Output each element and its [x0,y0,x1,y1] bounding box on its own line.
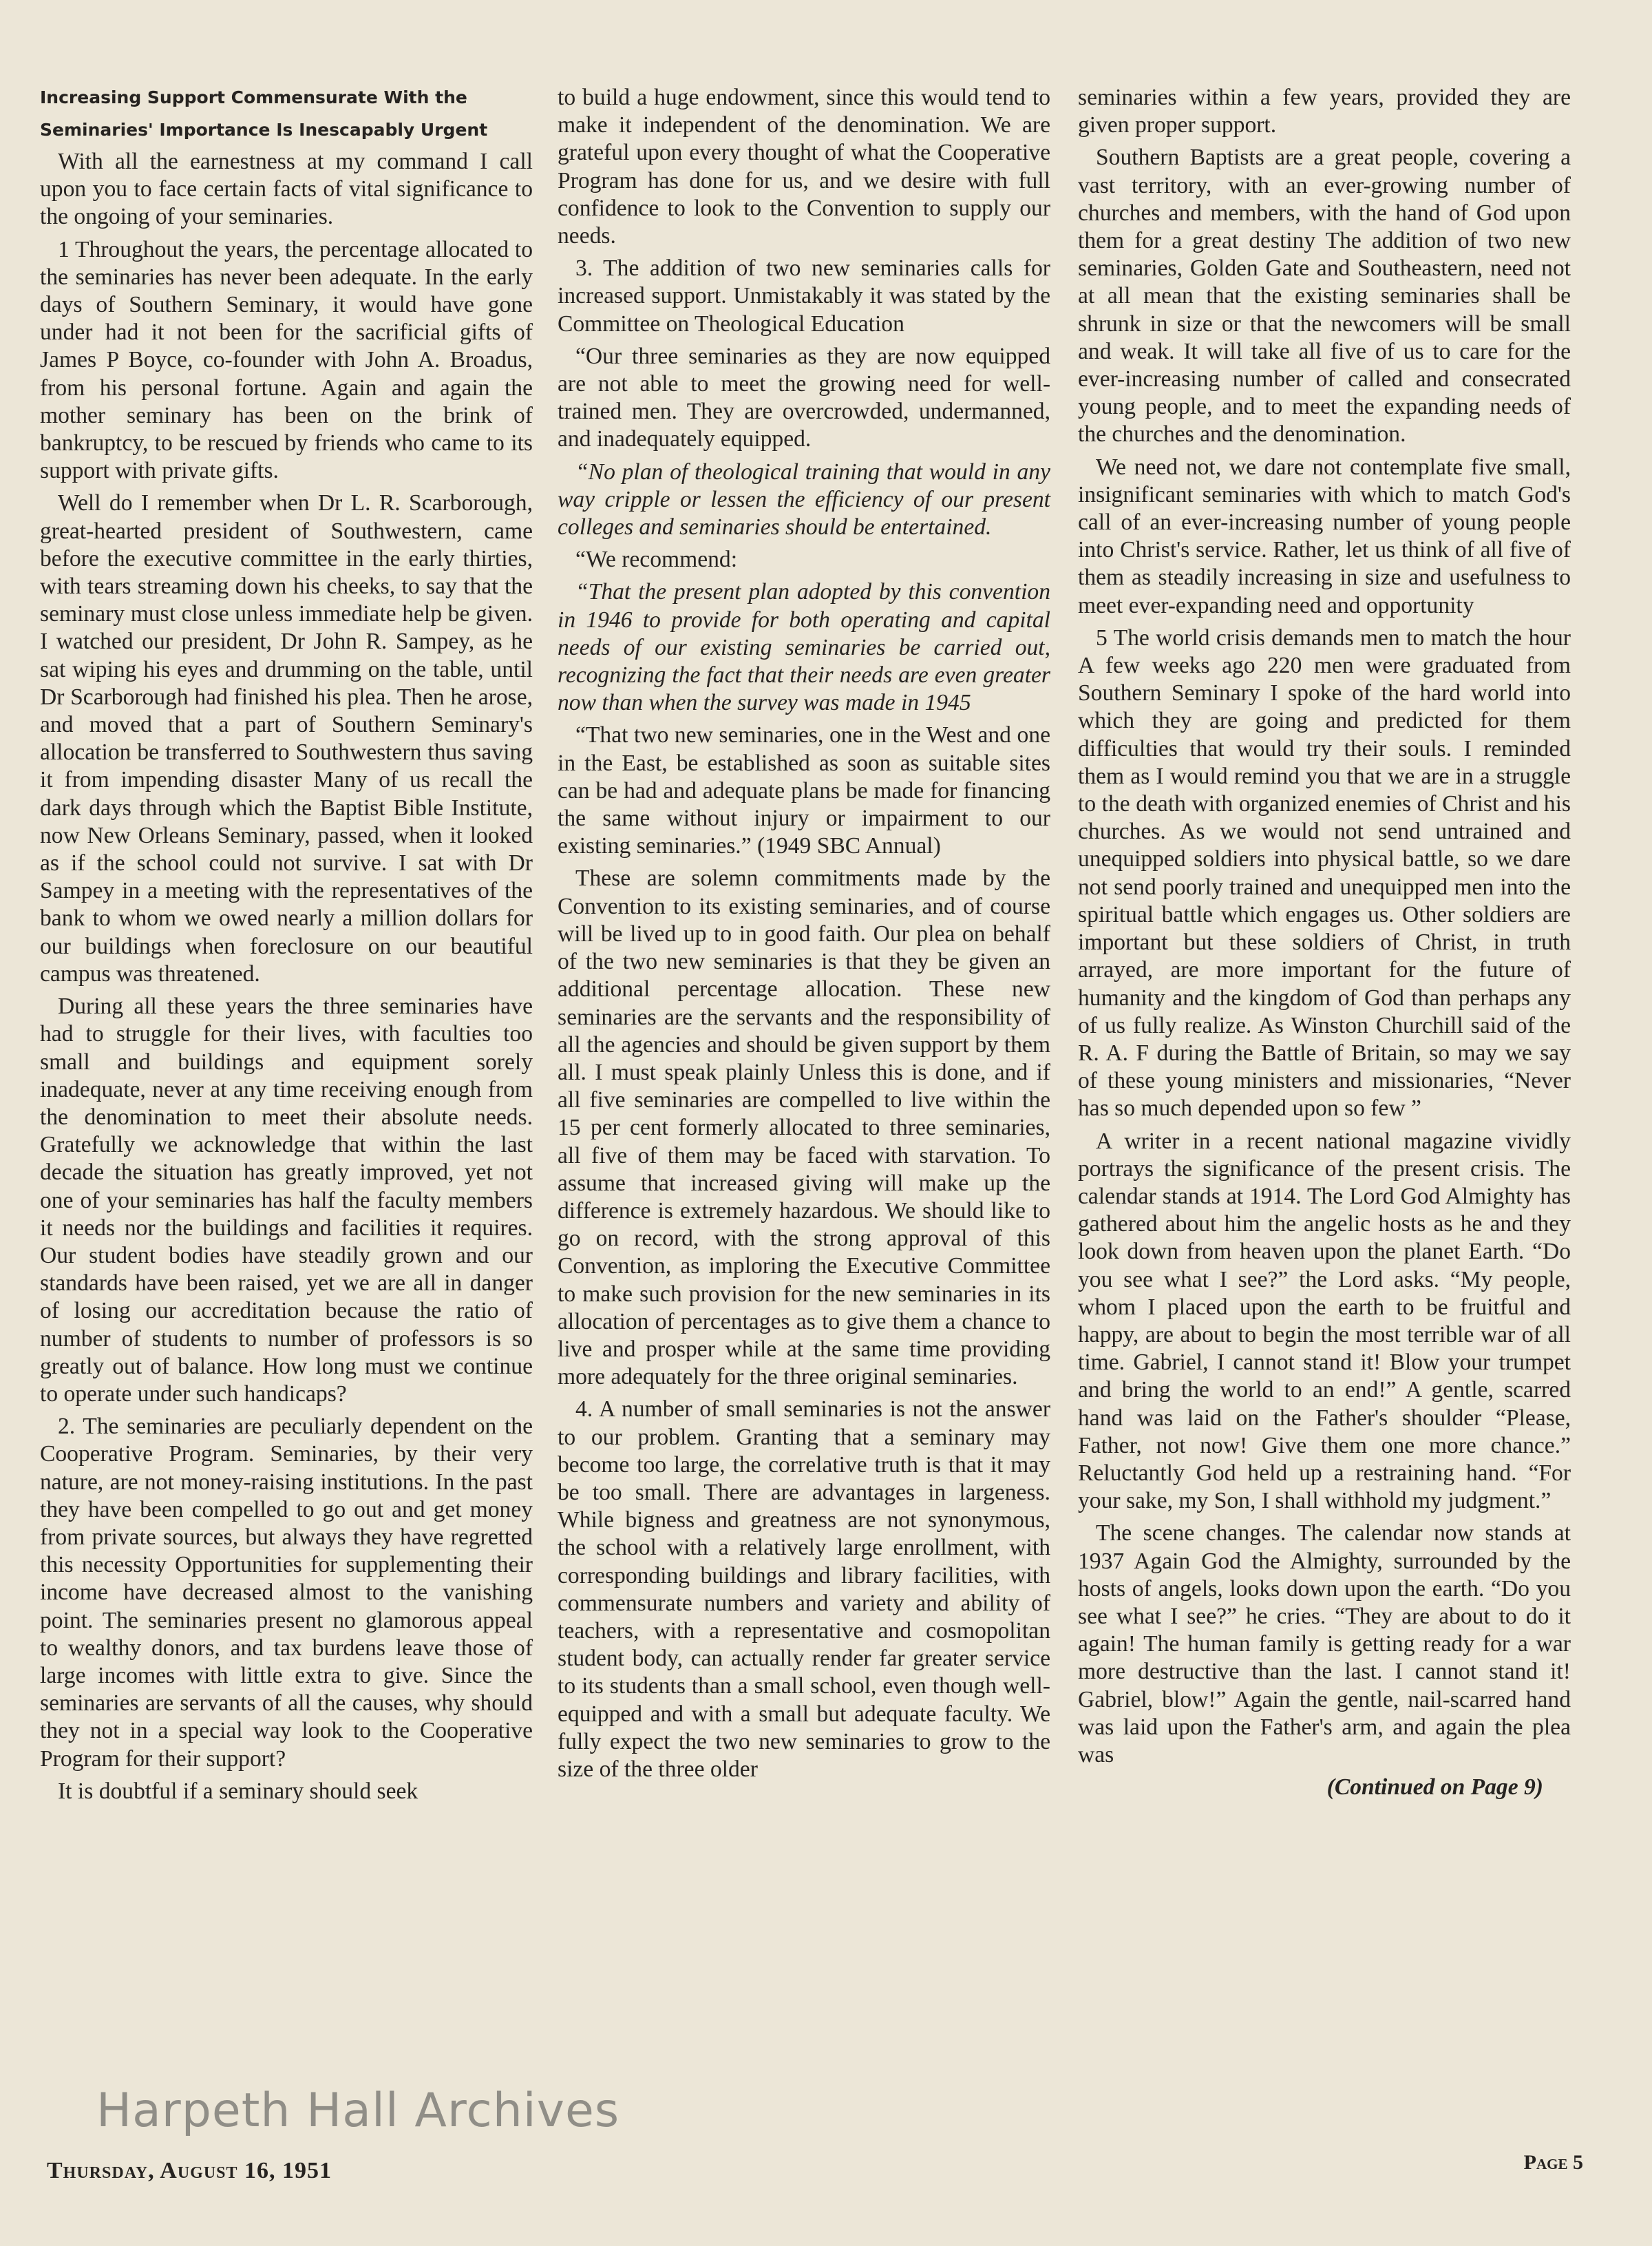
quote-paragraph: “We recommend: [575,547,738,573]
paragraph: 2. The seminaries are peculiarly dependent on the Cooperative Program. Seminaries, by their very nature, are not money-raising institutions. In the past they have been compelled to go out and get money from private sources, but always they have regretted this necessity Opportunities for supplementing their income have decreased almost to the vanishing point. The seminaries present no glamorous appeal to wealthy donors, and tax burdens leave those of large incomes with little extra to give. Since the seminaries are servants of all the causes, why should they not in a special way look to the Cooperative Program for their support? [40,1414,533,1772]
column-1 [40,84,533,1810]
paragraph: 1 Throughout the years, the percentage allocated to the seminaries has never been adequate. In the early days of Southern Seminary, it would have gone under had it not been for the sacrificial gifts of James P Boyce, co-founder with John A. Broadus, from his personal fortune. Again and again the mother seminary has been on the brink of bankruptcy, to be rescued by friends who came to its support with private gifts. [40,236,533,484]
quote-paragraph: “Our three seminaries as they are now equipped are not able to meet the growing need for well-trained men. They are overcrowded, undermanned, and inadequately equipped. [558,343,1050,452]
page-number: Page 5 [1523,2151,1583,2174]
quote-paragraph: “That two new seminaries, one in the West and one in the East, be established as soon as suitable sites can be had and adequate plans be made for financing the same without injury or impairment to our existing seminaries.” (1949 SBC Annual) [558,722,1050,859]
paragraph: We need not, we dare not contemplate five small, insignificant seminaries with which to match God's call of an ever-increasing number of young people into Christ's service. Rather, let us think of all five of them as steadily increasing in size and usefulness to meet ever-expanding need and opportunity [1078,454,1571,618]
paragraph: to build a huge endowment, since this would tend to make it independent of the denomination. We are grateful upon every thought of what the Cooperative Program has done for us, and we desire with full confidence to look to the Convention to supply our needs. [558,85,1050,249]
paragraph: During all these years the three seminaries have had to struggle for their lives, with faculties too small and buildings and equipment sorely inadequate, never at any time receiving enough from the denomination to meet their absolute needs. Gratefully we acknowledge that within the last decade the situation has greatly improved, yet not one of your seminaries has half the faculty members it needs nor the buildings and facilities it requires. Our student bodies have steadily grown and our standards have been raised, yet we are all in danger of losing our accreditation because the ratio of number of students to number of professors is so greatly out of balance. How long must we continue to operate under such handicaps? [40,994,533,1407]
issue-date: Thursday, August 16, 1951 [47,2158,332,2183]
paragraph: With all the earnestness at my command I call upon you to face certain facts of vital significance to the ongoing of your seminaries. [40,149,533,230]
paragraph: A writer in a recent national magazine vividly portrays the significance of the present crisis. The calendar stands at 1914. The Lord God Almighty has gathered about him the angelic hosts as he and they look down from heaven upon the planet Earth. “Do you see what I see?” the Lord asks. “My people, whom I placed upon the earth to be fruitful and happy, are about to begin the most terrible war of all time. Gabriel, I cannot stand it! Blow your trumpet and bring the world to an end!” A gentle, scarred hand was laid on the Father's shoulder “Please, Father, not now! Give them one more chance.” Reluctantly God held up a restraining hand. “For your sake, my Son, I shall withhold my judgment.” [1078,1128,1571,1514]
quote-paragraph: “No plan of theological training that would in any way cripple or lessen the efficiency of our present colleges and seminaries should be entertained. [558,459,1050,540]
paragraph: It is doubtful if a seminary should seek [58,1778,419,1804]
paragraph: These are solemn commitments made by the Convention to its existing seminaries, and of course will be lived up to in good faith. Our plea on behalf of the two new seminaries is that they be given an additional percentage allocation. These new seminaries are the servants and the responsibility of all the agencies and should be given support by them all. I must speak plainly Unless this is done, and if all five seminaries are compelled to live within the 15 per cent formerly allocated to three seminaries, all five of them may be faced with starvation. To assume that increased giving will make up the difference is extremely hazardous. We should like to go on record, with the strong approval of this Convention, as imploring the Executive Committee to make such provision for the new seminaries in its allocation of percentages as to give them a chance to live and prosper while at the same time providing more adequately for the three original seminaries. [558,865,1050,1390]
archive-watermark: Harpeth Hall Archives [96,2084,620,2138]
paragraph: Southern Baptists are a great people, covering a vast territory, with an ever-growing number of churches and members, with the hand of God upon them for a great destiny The addition of two new seminaries, Golden Gate and Southeastern, need not at all mean that the existing seminaries shall be shrunk in size or that the newcomers will be small and weak. It will take all five of us to care for the ever-increasing number of called and consecrated young people, and to meet the expanding needs of the churches and the denomination. [1078,145,1571,448]
paragraph: 4. A number of small seminaries is not the answer to our problem. Granting that a seminary may become too large, the correlative truth is that it may be too small. There are advantages in largeness. While bigness and greatness are not synonymous, the school with a relatively large enrollment, with corresponding buildings and library facilities, with commensurate numbers and variety and ability of teachers, with a representative and cosmopolitan student body, can actually render far greater service to its students than a small school, even though well-equipped and with a small but adequate faculty. We fully expect the two new seminaries to grow to the size of the three older [558,1396,1050,1782]
article-heading-line-2: Seminaries' Importance Is Inescapably Urgent [40,120,488,140]
paragraph: Well do I remember when Dr L. R. Scarborough, great-hearted president of Southwestern, came before the executive committee in the early thirties, with tears streaming down his cheeks, to say that the seminary must close unless immediate help be given. I watched our president, Dr John R. Sampey, as he sat wiping his eyes and drumming on the table, until Dr Scarborough had finished his plea. Then he arose, and moved that a part of Southern Seminary's allocation be transferred to Southwestern thus saving it from impending disaster Many of us recall the dark days through which the Baptist Bible Institute, now New Orleans Seminary, passed, when it looked as if the school could not survive. I sat with Dr Sampey in a meeting with the representatives of the bank to whom we owed nearly a million dollars for our buildings when foreclosure on our beautiful campus was threatened. [40,490,533,987]
paragraph: 3. The addition of two new seminaries calls for increased support. Unmistakably it was stated by the Committee on Theological Education [558,255,1050,337]
article-heading-line-1: Increasing Support Commensurate With the [40,87,467,107]
paragraph: The scene changes. The calendar now stands at 1937 Again God the Almighty, surrounded by the hosts of angels, looks down upon the earth. “Do you see what I see?” he cries. “They are about to do it again! The human family is getting ready for a war more destructive than the last. I cannot stand it! Gabriel, blow!” Again the gentle, nail-scarred hand was laid upon the Father's arm, and again the plea was [1078,1520,1571,1767]
column-2 [558,84,1050,1788]
paragraph: 5 The world crisis demands men to match the hour A few weeks ago 220 men were graduated from Southern Seminary I spoke of the hard world into which they are going and predicted for them difficulties that would try their souls. I reminded them as I would remind you that we are in a struggle to the death with organized enemies of Christ and his churches. As we would not send untrained and unequipped soldiers into physical battle, so we dare not send poorly trained and unequipped men into the spiritual battle which engages us. Other soldiers are important but these soldiers of Christ, in truth arrayed, are more important for the future of humanity and the kingdom of God than perhaps any of us fully realize. As Winston Churchill said of the R. A. F during the Battle of Britain, so may we say of these young ministers and missionaries, “Never has so much depended upon so few ” [1078,625,1571,1122]
paragraph: seminaries within a few years, provided they are given proper support. [1078,85,1571,138]
continued-note: (Continued on Page 9) [1326,1774,1543,1801]
column-3 [1078,84,1571,1806]
quote-paragraph: “That the present plan adopted by this convention in 1946 to provide for both operating and capital needs of our existing seminaries be carried out, recognizing the fact that their needs are even greater now than when the survey was made in 1945 [558,579,1050,716]
